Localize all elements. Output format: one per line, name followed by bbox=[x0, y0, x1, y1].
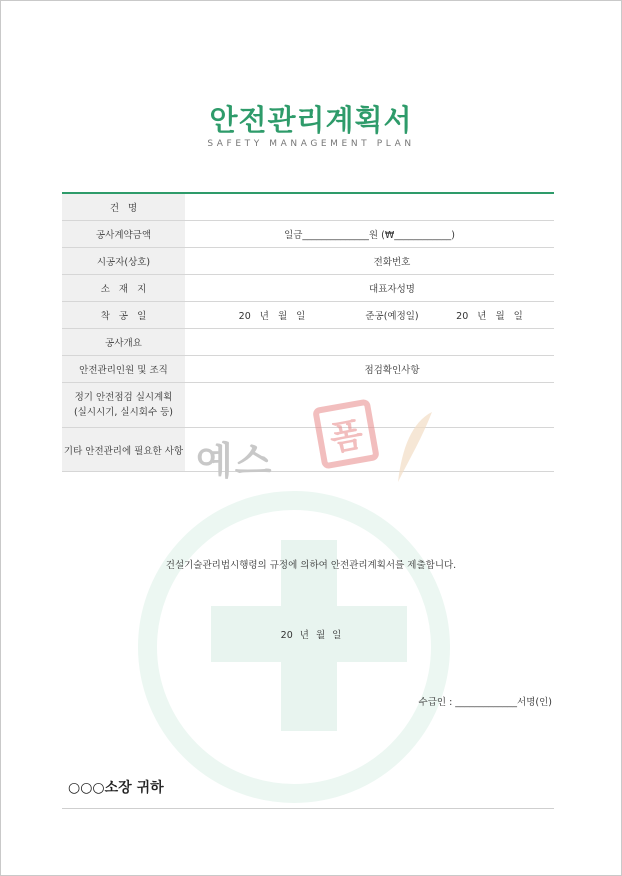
project-name-field[interactable] bbox=[185, 193, 554, 221]
table-row bbox=[62, 302, 554, 329]
contractor-label: 시공자(상호) bbox=[62, 248, 185, 275]
table-row bbox=[62, 428, 554, 472]
document-subtitle: SAFETY MANAGEMENT PLAN bbox=[207, 139, 415, 149]
contract-amount-label: 공사계약금액 bbox=[62, 221, 185, 248]
other-items-label: 기타 안전관리에 필요한 사항 bbox=[62, 428, 185, 472]
table-row bbox=[62, 193, 554, 221]
table-row bbox=[62, 275, 554, 302]
start-date-label: 착 공 일 bbox=[62, 302, 185, 329]
representative-field[interactable] bbox=[425, 275, 554, 302]
table-row bbox=[62, 383, 554, 428]
plan-form-table bbox=[62, 192, 554, 472]
feather-quill-watermark-icon bbox=[392, 408, 438, 488]
completion-date-field[interactable]: 20 년 월 일 bbox=[425, 302, 554, 329]
address-label: 소 재 지 bbox=[62, 275, 185, 302]
start-date-field[interactable]: 20 년 월 일 bbox=[185, 302, 359, 329]
check-items-label: 점검확인사항 bbox=[359, 356, 425, 383]
address-field[interactable] bbox=[185, 275, 359, 302]
check-items-field[interactable] bbox=[425, 356, 554, 383]
overview-field[interactable] bbox=[185, 329, 554, 356]
table-row bbox=[62, 221, 554, 248]
document-title: 안전관리계획서 bbox=[209, 103, 413, 137]
submission-date: 20 년 월 일 bbox=[280, 630, 342, 641]
table-row bbox=[62, 248, 554, 275]
contractor-field[interactable] bbox=[185, 248, 359, 275]
table-row bbox=[62, 356, 554, 383]
project-name-label: 건 명 bbox=[62, 193, 185, 221]
yesform-watermark-box-text: 폼 bbox=[326, 414, 367, 460]
phone-label: 전화번호 bbox=[359, 248, 425, 275]
personnel-label: 안전관리인원 및 조직 bbox=[62, 356, 185, 383]
phone-field[interactable] bbox=[425, 248, 554, 275]
yesform-watermark-text: 예스 bbox=[196, 439, 274, 483]
recipient-line: ○○○소장 귀하 bbox=[68, 780, 164, 796]
inspection-plan-label-line2: (실시시기, 실시회수 등) bbox=[73, 407, 174, 418]
personnel-field[interactable] bbox=[185, 356, 359, 383]
table-row bbox=[62, 329, 554, 356]
inspection-plan-label-line1: 정기 안전점검 실시계획 bbox=[74, 392, 173, 403]
representative-label: 대표자성명 bbox=[359, 275, 425, 302]
overview-label: 공사개요 bbox=[62, 329, 185, 356]
signer-line: 수급인 : _____________서명(인) bbox=[418, 697, 552, 708]
yesform-watermark-logo bbox=[312, 398, 380, 470]
inspection-plan-label bbox=[62, 383, 185, 428]
contract-amount-field[interactable]: 일금______________원 (₩____________) bbox=[185, 221, 554, 248]
bottom-divider bbox=[62, 808, 554, 809]
declaration-text: 건설기술관리법시행령의 규정에 의하여 안전관리계획서를 제출합니다. bbox=[165, 560, 457, 571]
completion-date-label: 준공(예정일) bbox=[359, 302, 425, 329]
